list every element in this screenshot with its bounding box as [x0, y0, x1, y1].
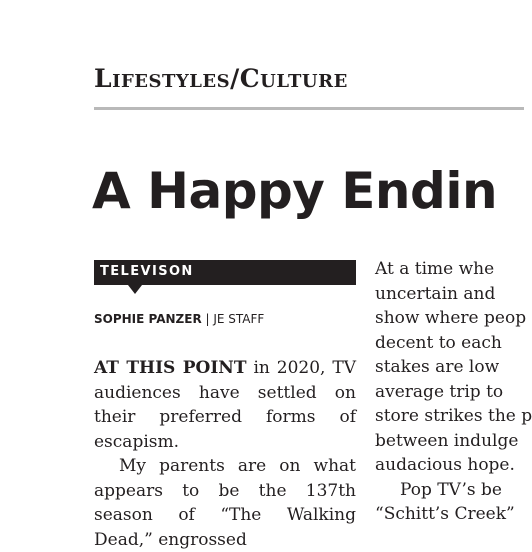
section-divider: [94, 107, 524, 110]
text-line: uncertain and: [375, 283, 496, 304]
article-column-left: [94, 356, 356, 552]
text-line: decent to each: [375, 332, 502, 353]
byline-separator: |: [201, 312, 214, 326]
article-headline: A Happy Endin: [92, 162, 498, 220]
text-line: average trip to: [375, 381, 504, 402]
article-column-right: [375, 257, 532, 527]
text-line: At a time whe: [375, 259, 495, 279]
paragraph-1: [94, 356, 356, 454]
lead-in: AT THIS POINT: [94, 358, 247, 378]
section-title: Lifestyles/Culture: [94, 64, 348, 93]
text-line: between indulge: [375, 430, 519, 451]
text-line: stakes are low: [375, 357, 500, 377]
text-line: show where peop: [375, 308, 527, 328]
text-line: audacious hope.: [375, 455, 515, 475]
text-line: “Schitt’s Creek”: [375, 504, 515, 524]
kicker-label: TELEVISON: [100, 264, 194, 279]
byline-author: SOPHIE PANZER: [94, 312, 202, 326]
category-kicker: [94, 260, 356, 285]
paragraph-1-text: in 2020, TV audiences have settled on their preferred forms of escapism.: [94, 358, 356, 452]
byline-staff: JE STAFF: [213, 312, 265, 326]
kicker-pointer: [128, 285, 142, 294]
byline: [94, 312, 264, 326]
text-line: Pop TV’s be: [400, 479, 502, 500]
paragraph-2: My parents are on what appears to be the 137th season of “The Walking Dead,” engrossed: [94, 456, 356, 550]
text-line: store strikes the p: [375, 406, 532, 426]
